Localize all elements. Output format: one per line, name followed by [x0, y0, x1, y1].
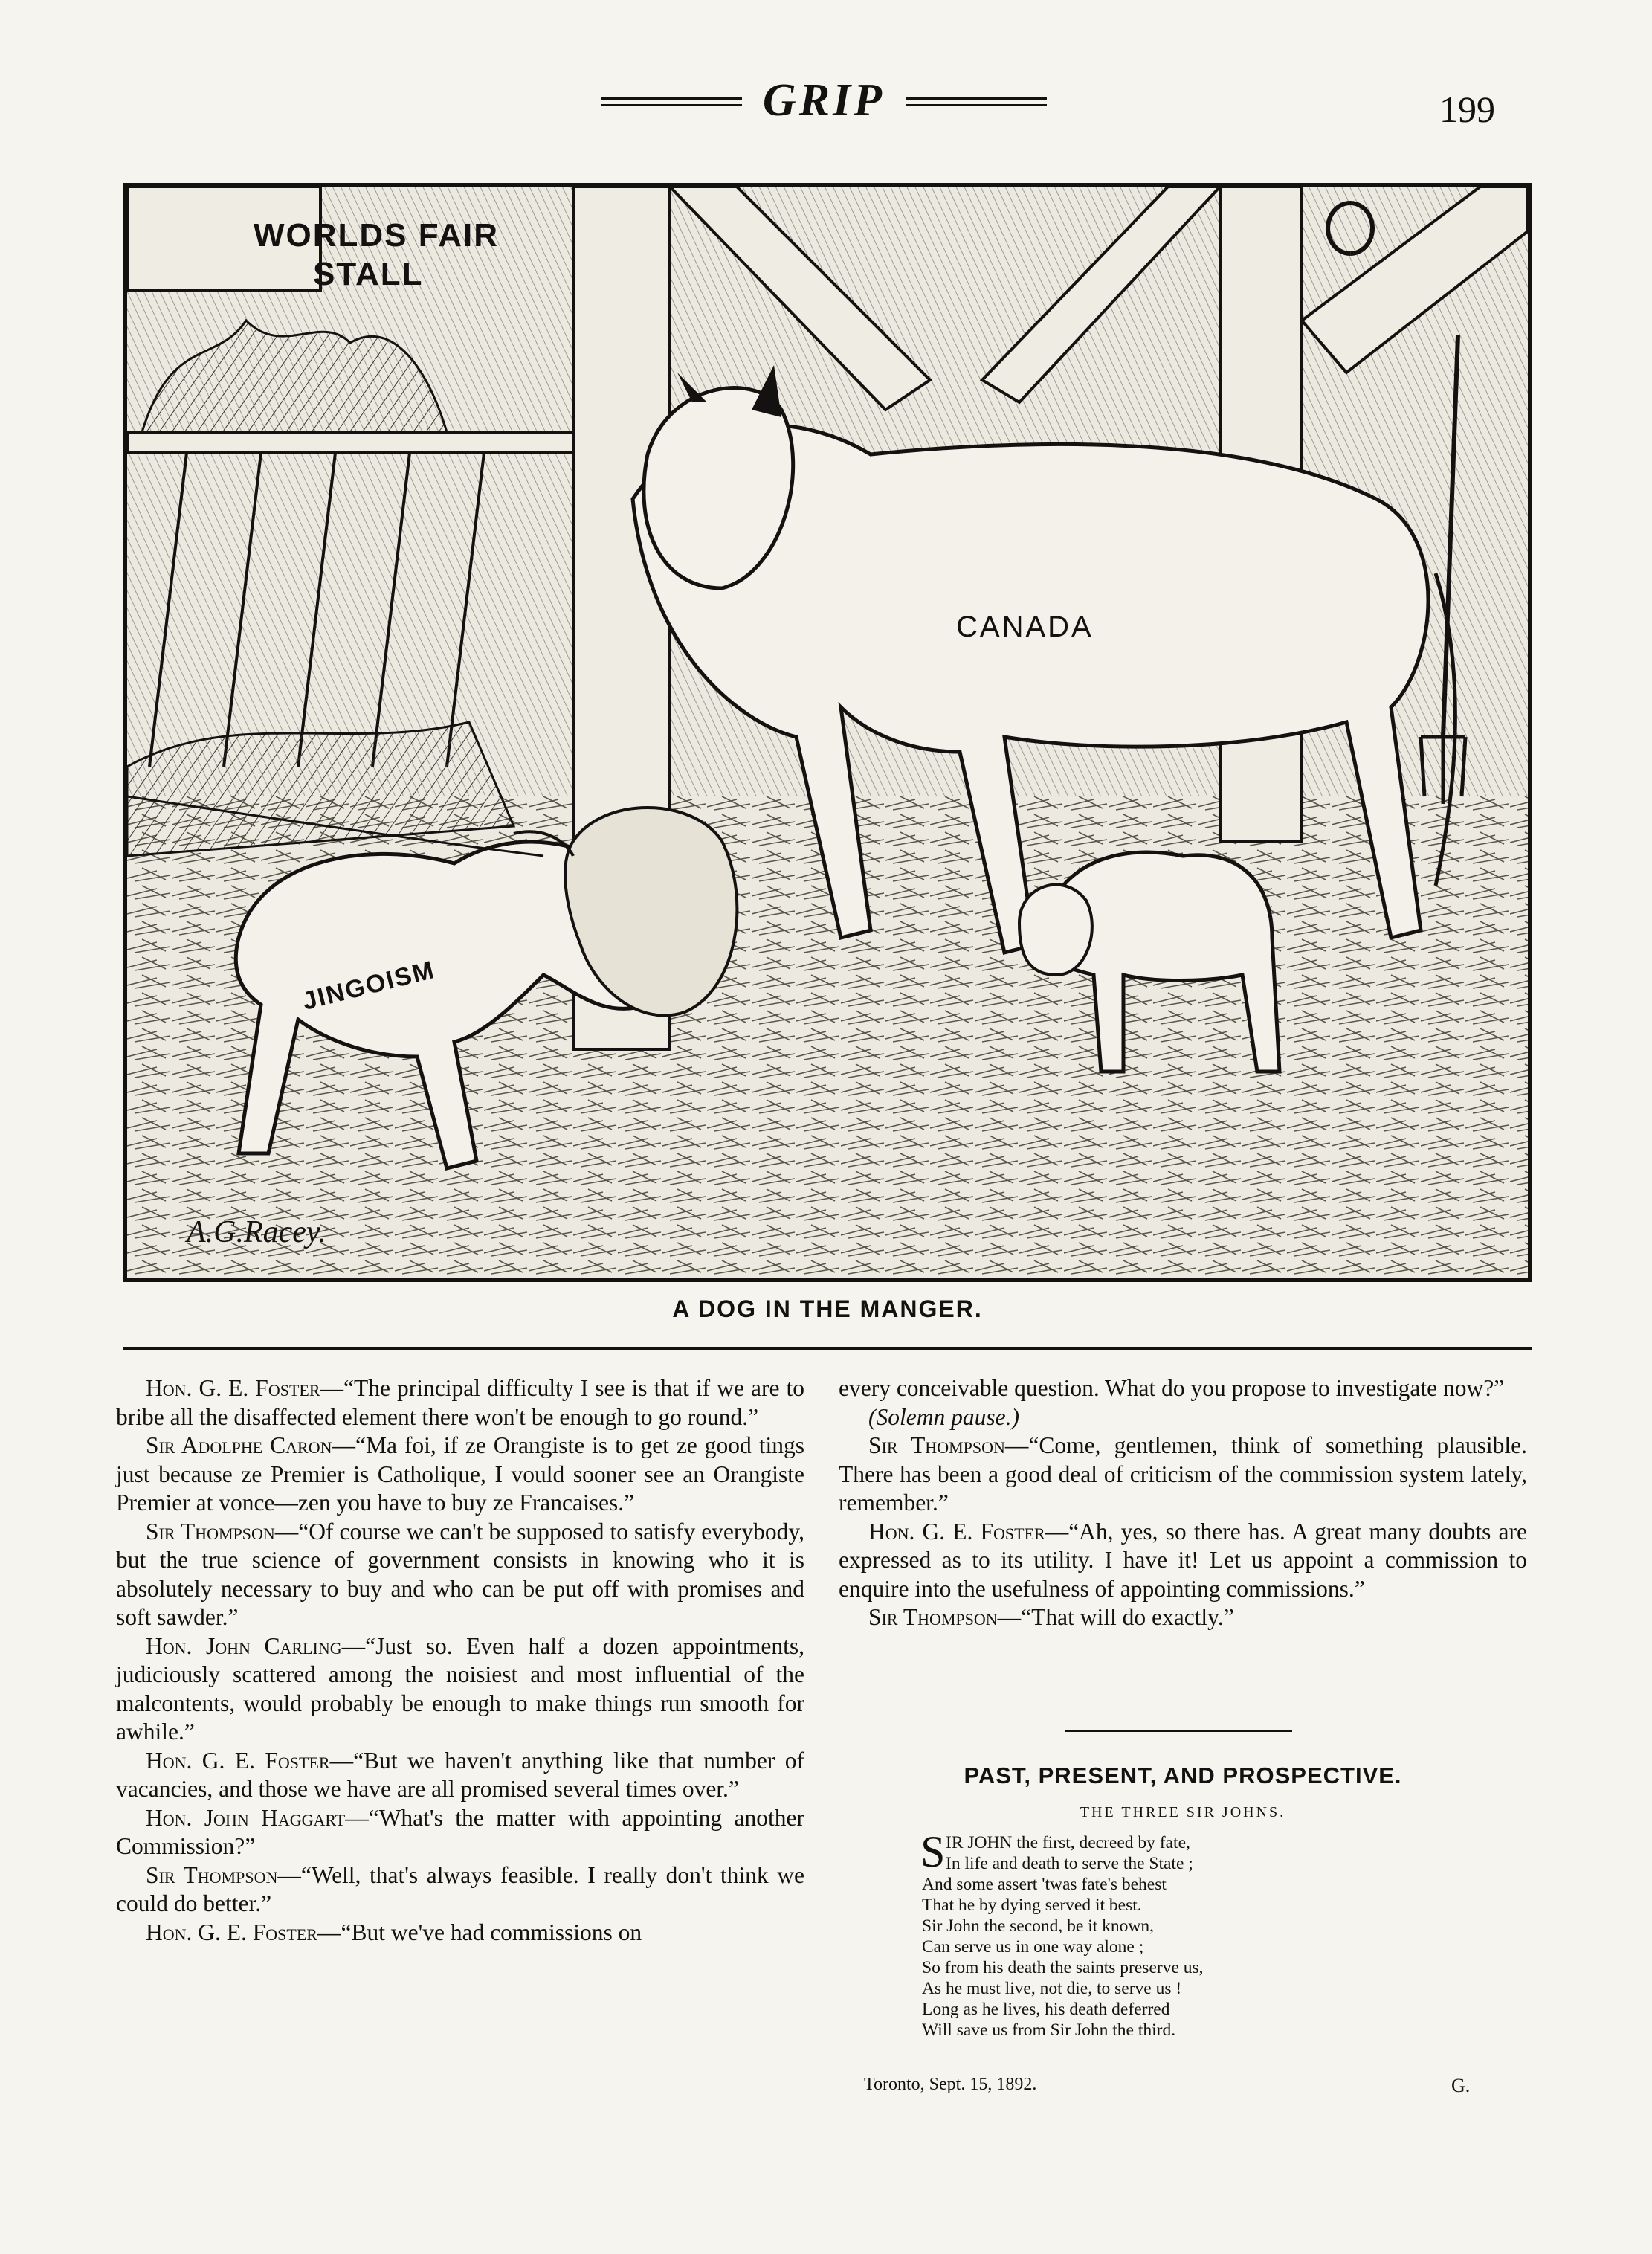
cartoon-caption: A DOG IN THE MANGER. — [672, 1295, 983, 1322]
speech-text: —“Well, that's always feasible. I really don't think we could do better.” — [116, 1861, 804, 1916]
poem-line: Will save us from Sir John the third. — [922, 2020, 1176, 2040]
dialogue-paragraph — [116, 1432, 804, 1518]
artist-signature: A.G.Racey. — [187, 1215, 326, 1249]
dialogue-paragraph — [116, 1919, 804, 1948]
publication-title: GRIP — [762, 75, 885, 126]
poem-divider — [1065, 1730, 1292, 1732]
poem-line: Can serve us in one way alone ; — [922, 1937, 1144, 1957]
page-number: 199 — [1439, 88, 1495, 130]
speaker-name: Hon. G. E. Foster — [146, 1375, 320, 1401]
speaker-name: Hon. John Carling — [146, 1632, 342, 1659]
dialogue-paragraph — [839, 1432, 1527, 1518]
masthead-rule-left — [601, 97, 742, 106]
poem-line: That he by dying served it best. — [922, 1896, 1142, 1915]
speaker-name: Hon. G. E. Foster — [146, 1747, 330, 1774]
poem-line: Sir John the second, be it known, — [922, 1916, 1154, 1936]
dialogue-paragraph — [116, 1518, 804, 1632]
dialogue-paragraph — [116, 1632, 804, 1747]
speech-text: —“But we've had commissions on — [317, 1919, 642, 1945]
poem-line: IR JOHN the first, decreed by fate, — [946, 1833, 1190, 1852]
barn-scene-drawing — [127, 187, 1528, 1278]
poem-line: And some assert 'twas fate's behest — [922, 1875, 1167, 1894]
dialogue-paragraph — [116, 1747, 804, 1804]
poem-line: Long as he lives, his death deferred — [922, 2000, 1170, 2019]
author-initial: G. — [1451, 2075, 1471, 2096]
dialogue-paragraph — [116, 1861, 804, 1919]
worlds-fair-stall-sign — [254, 216, 499, 294]
section-divider — [123, 1347, 1532, 1350]
speech-text: —“Just so. Even half a dozen appointments, judiciously scattered among the noisiest and most influential of the malcontents, would probably be enough to make things run smooth for awhile.” — [116, 1632, 804, 1745]
masthead-rule-right — [906, 97, 1047, 106]
speaker-name: Hon. John Haggart — [146, 1804, 346, 1831]
speech-text: —“But we haven't anything like that number of vacancies, and those we have are all promised several times over.” — [116, 1747, 804, 1802]
speech-text: —“Ma foi, if ze Orangiste is to get ze good tings just because ze Premier is Catholique, I vould sooner see an Orangiste Premier at vonce—zen you have to buy ze Francaises.” — [116, 1432, 804, 1516]
poem-body — [920, 1827, 1457, 2041]
poem-subtitle: THE THREE SIR JOHNS. — [1080, 1804, 1286, 1820]
poem-line: As he must live, not die, to serve us ! — [922, 1979, 1182, 1998]
speaker-name: Sir Thompson — [146, 1518, 275, 1545]
dialogue-paragraph — [839, 1518, 1527, 1604]
speech-text: —“That will do exactly.” — [997, 1604, 1234, 1630]
speaker-name: Sir Adolphe Caron — [146, 1432, 332, 1458]
dialogue-paragraph — [839, 1603, 1527, 1632]
cow-label: CANADA — [956, 611, 1094, 643]
poem-line: So from his death the saints preserve us, — [922, 1958, 1204, 1977]
right-column — [839, 1374, 1527, 1632]
dialogue-paragraph — [116, 1804, 804, 1861]
speaker-name: Hon. G. E. Foster — [868, 1518, 1045, 1545]
place-date: Toronto, Sept. 15, 1892. — [864, 2075, 1037, 2094]
poem-title: PAST, PRESENT, AND PROSPECTIVE. — [964, 1762, 1402, 1788]
drop-cap: S — [920, 1827, 946, 1876]
left-column — [116, 1374, 804, 1947]
stage-direction: (Solemn pause.) — [868, 1403, 1019, 1430]
speaker-name: Sir Thompson — [868, 1432, 1005, 1458]
poem-line: In life and death to serve the State ; — [946, 1854, 1193, 1873]
speech-text: —“Of course we can't be supposed to satisfy everybody, but the true science of government consists in knowing who it is absolutely necessary to buy and who can be put off with promises and soft sawder.” — [116, 1518, 804, 1630]
cartoon-illustration — [123, 183, 1532, 1282]
masthead — [0, 74, 1652, 134]
speech-text: —“Ah, yes, so there has. A great many doubts are expressed as to its utility. I have it! Let us appoint a commission to enquire into the usefulness of appointing commissions.” — [839, 1518, 1527, 1602]
sign-line-1: WORLDS FAIR — [254, 217, 499, 254]
speech-text: —“What's the matter with appointing another Commission?” — [116, 1804, 804, 1859]
speech-text: —“The principal difficulty I see is that if we are to bribe all the disaffected element there won't be enough to go round.” — [116, 1375, 804, 1430]
sign-line-2: STALL — [313, 256, 424, 292]
speaker-name: Sir Thompson — [146, 1861, 278, 1888]
dog-label: JINGOISM — [300, 955, 439, 1016]
speaker-name: Hon. G. E. Foster — [146, 1919, 317, 1945]
dialogue-paragraph — [116, 1374, 804, 1432]
speaker-name: Sir Thompson — [868, 1604, 998, 1630]
speech-text: —“Come, gentlemen, think of something plausible. There has been a good deal of criticism of the commission system lately, remember.” — [839, 1432, 1528, 1516]
continued-paragraph: every conceivable question. What do you propose to investigate now?” — [839, 1375, 1505, 1401]
